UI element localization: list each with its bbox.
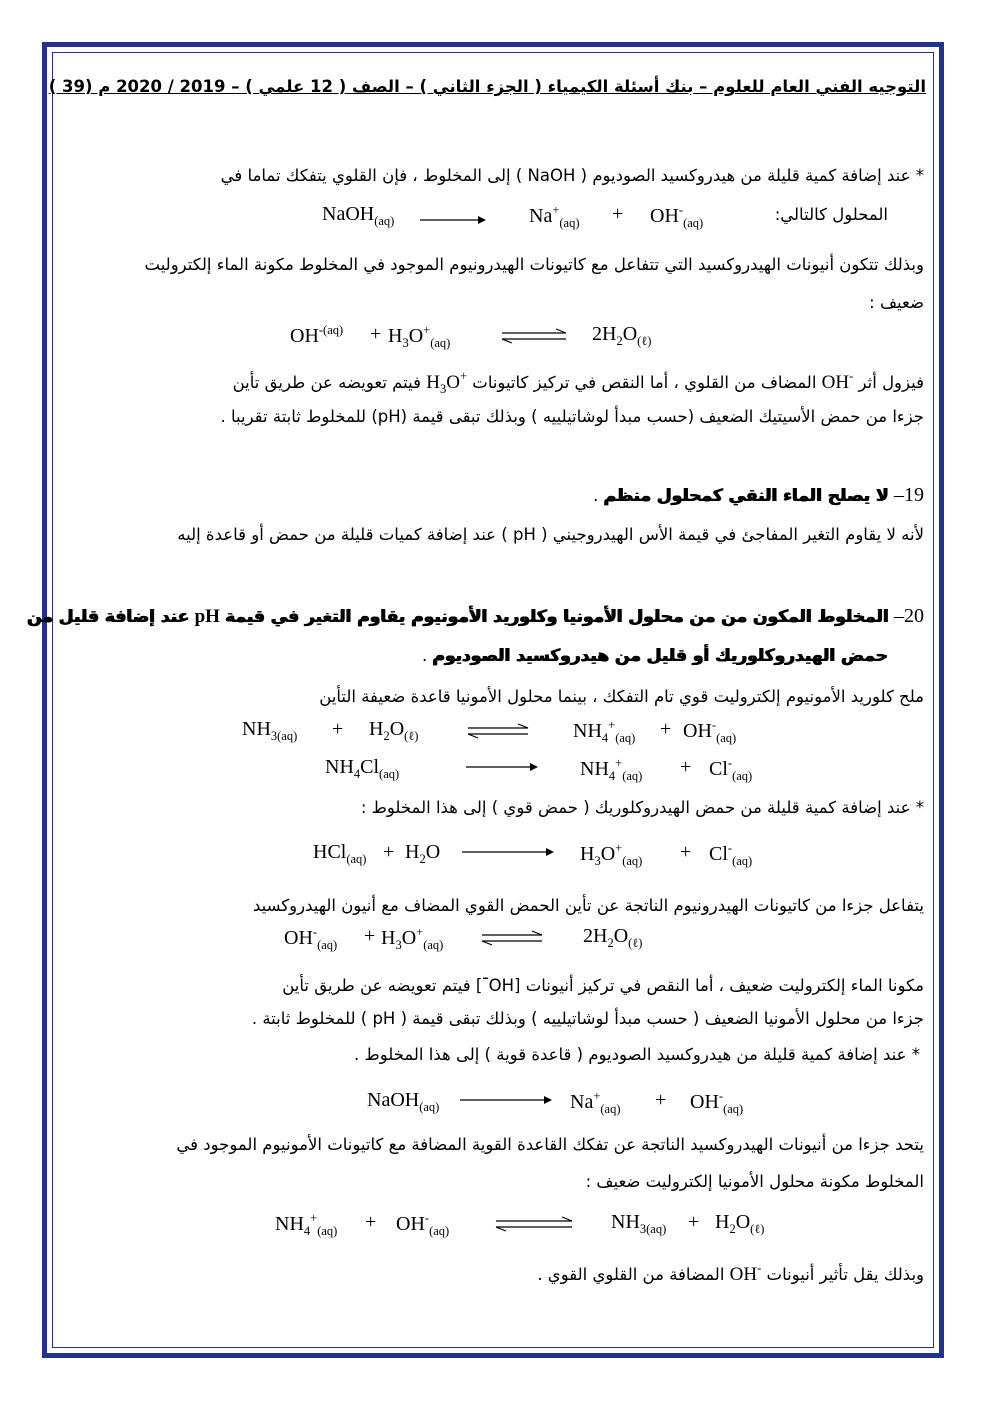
equation-neutralization-1	[0, 324, 992, 350]
p2-oh-ion: OH	[729, 1264, 758, 1285]
equation-ammonia-ionization	[0, 719, 992, 745]
question-19-text: لا يصلح الماء النقي كمحلول منظم	[603, 486, 889, 506]
para1-line3: وبذلك تتكون أنيونات الهيدروكسيد التي تتفاعل مع كاتيونات الهيدرونيوم الموجود في المخلوط مكونة الماء إلكتروليت	[144, 255, 924, 274]
eq8-reactant-oh: $OH^-_{(aq)}$	[396, 1211, 450, 1238]
eq6-product-water: $2H_2O_{(\ell)}$	[583, 925, 643, 950]
para2-line6: * عند إضافة كمية قليلة من هيدروكسيد الصوديوم ( قاعدة قوية ) إلى هذا المخلوط .	[353, 1045, 920, 1064]
eq8-equilibrium-arrow	[496, 1217, 572, 1231]
eq4-reactant: $NH_4Cl_{(aq)}$	[325, 756, 400, 781]
para1-line1: * عند إضافة كمية قليلة من هيدروكسيد الصوديوم ( NaOH ) إلى المخلوط ، فإن القلوي يتفكك تماما في	[220, 166, 924, 185]
eq8-reactant-nh4: $NH_4^+_{(aq)}$	[275, 1211, 338, 1238]
eq5-product-h3o: $H_3O^+_{(aq)}$	[580, 841, 643, 868]
eq5-reactant-water: $H_2O$	[405, 841, 441, 866]
page-header: التوجيه الفني العام للعلوم – بنك أسئلة الكيمياء ( الجزء الثاني ) – الصف ( 12 علمي ) – 2019 / 2020 م (39 )	[48, 77, 926, 96]
eq3-plus2: +	[660, 718, 672, 740]
para2-line4: مكونا الماء إلكتروليت ضعيف ، أما النقص في تركيز أنيونات [OH-] فيتم تعويضه عن طريق تأين	[282, 967, 924, 995]
eq5-plus2: +	[680, 841, 692, 863]
eq2-reactant-h3o: $H_3O^+_{(aq)}$	[388, 323, 451, 350]
question-19-number: 19–	[894, 484, 924, 506]
eq3-equilibrium-arrow	[468, 724, 528, 738]
eq6-equilibrium-arrow	[482, 931, 542, 945]
para2-line1: ملح كلوريد الأمونيوم إلكتروليت قوي تام التفكك ، بينما محلول الأمونيا قاعدة ضعيفة التأين	[319, 687, 924, 706]
question-19: 19– لا يصلح الماء النقي كمحلول منظم .	[593, 484, 924, 506]
eq3-product-nh4: $NH_4^+_{(aq)}$	[573, 718, 636, 745]
para2-line9: وبذلك يقل تأثير أنيونات OH- المضافة من القلوي القوي .	[537, 1261, 924, 1285]
para1-line2: المحلول كالتالي:	[774, 205, 888, 224]
eq7-product-na: $Na^+_{(aq)}$	[570, 1089, 621, 1116]
eq5-plus1: +	[383, 841, 395, 863]
eq4-forward-arrow	[466, 761, 538, 773]
eq5-product-cl: $Cl^-_{(aq)}$	[709, 841, 753, 868]
eq4-plus: +	[680, 756, 692, 778]
eq2-equilibrium-arrow	[502, 329, 566, 343]
eq6-reactant-oh: $OH^-_{(aq)}$	[284, 925, 338, 952]
eq8-plus2: +	[688, 1211, 700, 1233]
equation-naoh-dissociation-2	[0, 1090, 992, 1116]
para2-line8: المخلوط مكونة محلول الأمونيا إلكتروليت ضعيف :	[585, 1172, 924, 1191]
equation-hcl-ionization	[0, 842, 992, 868]
para1-line4: ضعيف :	[869, 293, 924, 312]
eq5-reactant-hcl: HCl$_{(aq)}$	[313, 841, 367, 866]
eq5-forward-arrow	[462, 846, 554, 858]
eq6-plus: +	[364, 925, 376, 947]
equation-ammonium-hydroxide	[0, 1212, 992, 1238]
p1-oh-ion: OH	[821, 372, 850, 393]
eq7-forward-arrow	[460, 1094, 552, 1106]
para2-line3: يتفاعل جزءا من كاتيونات الهيدرونيوم الناتجة عن تأين الحمض القوي المضاف مع أنيون الهيدروكسيد	[252, 896, 924, 915]
eq1-plus: +	[612, 203, 624, 225]
para2-line7: يتحد جزءا من أنيونات الهيدروكسيد الناتجة عن تفكك القاعدة القوية المضافة مع كاتيونات الأمونيوم الموجود في	[176, 1135, 924, 1154]
eq2-product-water: $2H_2O_{(\ell)}$	[592, 323, 652, 348]
eq8-product-water: $H_2O_{(\ell)}$	[715, 1211, 765, 1236]
eq1-product-na: $Na^+_{(aq)}$	[529, 203, 580, 230]
eq3-product-oh: $OH^-_{(aq)}$	[683, 718, 737, 745]
equation-nh4cl-dissociation	[0, 757, 992, 783]
eq1-reactant: NaOH$_{(aq)}$	[322, 203, 395, 228]
eq4-product-cl: $Cl^-_{(aq)}$	[709, 756, 753, 783]
question-20-line1: 20– المخلوط المكون من من محلول الأمونيا وكلوريد الأمونيوم يقاوم التغير في قيمة pH عند إضافة قليل من	[27, 605, 924, 627]
question-20-line2: حمض الهيدروكلوريك أو قليل من هيدروكسيد الصوديوم .	[422, 646, 888, 666]
eq7-reactant: NaOH$_{(aq)}$	[367, 1089, 440, 1114]
para1-line5: فيزول أثر OH- المضاف من القلوي ، أما النقص في تركيز كاتيونات $H_3O^+$ فيتم تعويضه عن طريق تأين	[232, 369, 924, 396]
eq8-plus1: +	[365, 1211, 377, 1233]
question-19-answer: لأنه لا يقاوم التغير المفاجئ في قيمة الأس الهيدروجيني ( pH ) عند إضافة كميات قليلة من حمض أو قاعدة إليه	[177, 525, 924, 544]
p1-h3o-ion: H	[426, 372, 440, 393]
eq3-reactant-nh3: $NH_{3(aq)}$	[242, 718, 298, 743]
eq3-reactant-water: $H_2O_{(\ell)}$	[369, 718, 419, 743]
equation-neutralization-2	[0, 926, 992, 952]
eq8-product-nh3: $NH_{3(aq)}$	[611, 1211, 667, 1236]
eq2-plus: +	[370, 323, 382, 345]
equation-naoh-dissociation-1	[0, 204, 992, 230]
eq7-plus: +	[655, 1089, 667, 1111]
eq6-reactant-h3o: $H_3O^+_{(aq)}$	[381, 925, 444, 952]
eq4-product-nh4: $NH_4^+_{(aq)}$	[580, 756, 643, 783]
eq7-product-oh: $OH^-_{(aq)}$	[690, 1089, 744, 1116]
para1-line6: جزءا من حمض الأسيتيك الضعيف (حسب مبدأ لوشاتيلييه ) وبذلك تبقى قيمة (pH) للمخلوط ثابتة تقريبا .	[220, 407, 924, 426]
eq1-product-oh: $OH^-_{(aq)}$	[650, 203, 704, 230]
question-20-number: 20–	[894, 605, 924, 627]
eq1-forward-arrow	[420, 214, 486, 226]
para2-line5: جزءا من محلول الأمونيا الضعيف ( حسب مبدأ لوشاتيلييه ) وبذلك تبقى قيمة ( pH ) للمخلوط ثابتة .	[251, 1009, 924, 1028]
para2-line2: * عند إضافة كمية قليلة من حمض الهيدروكلوريك ( حمض قوي ) إلى هذا المخلوط :	[360, 798, 924, 817]
eq2-reactant-oh: $OH^{-(aq)}$	[290, 323, 344, 347]
eq3-plus1: +	[332, 718, 344, 740]
